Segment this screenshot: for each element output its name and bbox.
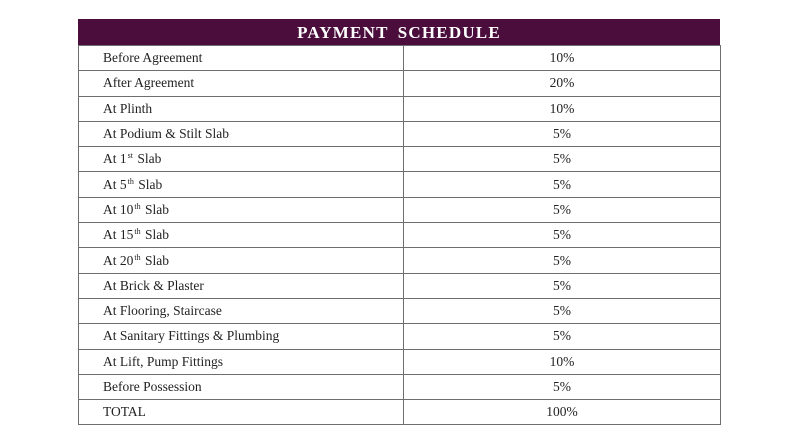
stage-label: At Flooring, Staircase	[103, 303, 222, 319]
stage-cell	[79, 197, 404, 222]
percent-cell: 5%	[404, 147, 721, 172]
stage-cell	[79, 147, 404, 172]
stage-cell	[79, 96, 404, 121]
stage-cell	[79, 273, 404, 298]
percent-cell: 5%	[404, 298, 721, 323]
table-row	[79, 349, 721, 374]
payment-table-body	[79, 46, 721, 425]
table-row	[79, 172, 721, 197]
table-row	[79, 223, 721, 248]
stage-label: At Brick & Plaster	[103, 277, 204, 293]
payment-table	[78, 45, 721, 425]
stage-label: At 5	[103, 176, 127, 192]
percent-cell: 5%	[404, 197, 721, 222]
stage-label: At Plinth	[103, 100, 153, 116]
percent-cell: 100%	[404, 400, 721, 425]
stage-cell	[79, 71, 404, 96]
ordinal-suffix: th	[134, 227, 141, 237]
percent-cell: 10%	[404, 349, 721, 374]
stage-cell	[79, 400, 404, 425]
table-row	[79, 147, 721, 172]
stage-label-suffix: Slab	[134, 176, 163, 192]
total-row	[79, 400, 721, 425]
stage-label-suffix: Slab	[141, 227, 169, 243]
stage-cell	[79, 46, 404, 71]
stage-label: At 1	[103, 151, 127, 167]
table-row	[79, 46, 721, 71]
percent-cell: 10%	[404, 96, 721, 121]
stage-cell	[79, 324, 404, 349]
stage-label: At Podium & Stilt Slab	[103, 126, 230, 142]
ordinal-suffix: th	[127, 176, 134, 186]
stage-label-suffix: Slab	[133, 151, 162, 167]
stage-label: Before Agreement	[103, 50, 203, 66]
stage-label: After Agreement	[103, 75, 195, 91]
stage-label: At 15	[103, 227, 134, 243]
table-row	[79, 71, 721, 96]
percent-cell: 5%	[404, 121, 721, 146]
table-row	[79, 248, 721, 273]
stage-cell	[79, 223, 404, 248]
table-row	[79, 197, 721, 222]
stage-label: At 20	[103, 252, 134, 268]
percent-cell: 5%	[404, 324, 721, 349]
stage-cell	[79, 374, 404, 399]
ordinal-suffix: th	[134, 252, 141, 262]
table-row	[79, 374, 721, 399]
table-row	[79, 298, 721, 323]
stage-label-suffix: Slab	[141, 252, 169, 268]
stage-cell	[79, 349, 404, 374]
stage-cell	[79, 248, 404, 273]
stage-cell	[79, 121, 404, 146]
stage-cell	[79, 298, 404, 323]
schedule-title: PAYMENT SCHEDULE	[78, 19, 720, 45]
ordinal-suffix: st	[127, 151, 133, 161]
table-row	[79, 273, 721, 298]
percent-cell: 5%	[404, 172, 721, 197]
ordinal-suffix: th	[134, 201, 141, 211]
stage-cell	[79, 172, 404, 197]
stage-label: At Sanitary Fittings & Plumbing	[103, 328, 280, 344]
percent-cell: 5%	[404, 374, 721, 399]
stage-label: At Lift, Pump Fittings	[103, 353, 224, 369]
stage-label: TOTAL	[103, 404, 146, 420]
percent-cell: 20%	[404, 71, 721, 96]
percent-cell: 5%	[404, 248, 721, 273]
percent-cell: 5%	[404, 273, 721, 298]
stage-label: At 10	[103, 201, 134, 217]
stage-label-suffix: Slab	[141, 201, 169, 217]
table-row	[79, 324, 721, 349]
percent-cell: 5%	[404, 223, 721, 248]
payment-schedule	[78, 19, 720, 425]
percent-cell: 10%	[404, 46, 721, 71]
table-row	[79, 96, 721, 121]
table-row	[79, 121, 721, 146]
stage-label: Before Possession	[103, 379, 202, 394]
